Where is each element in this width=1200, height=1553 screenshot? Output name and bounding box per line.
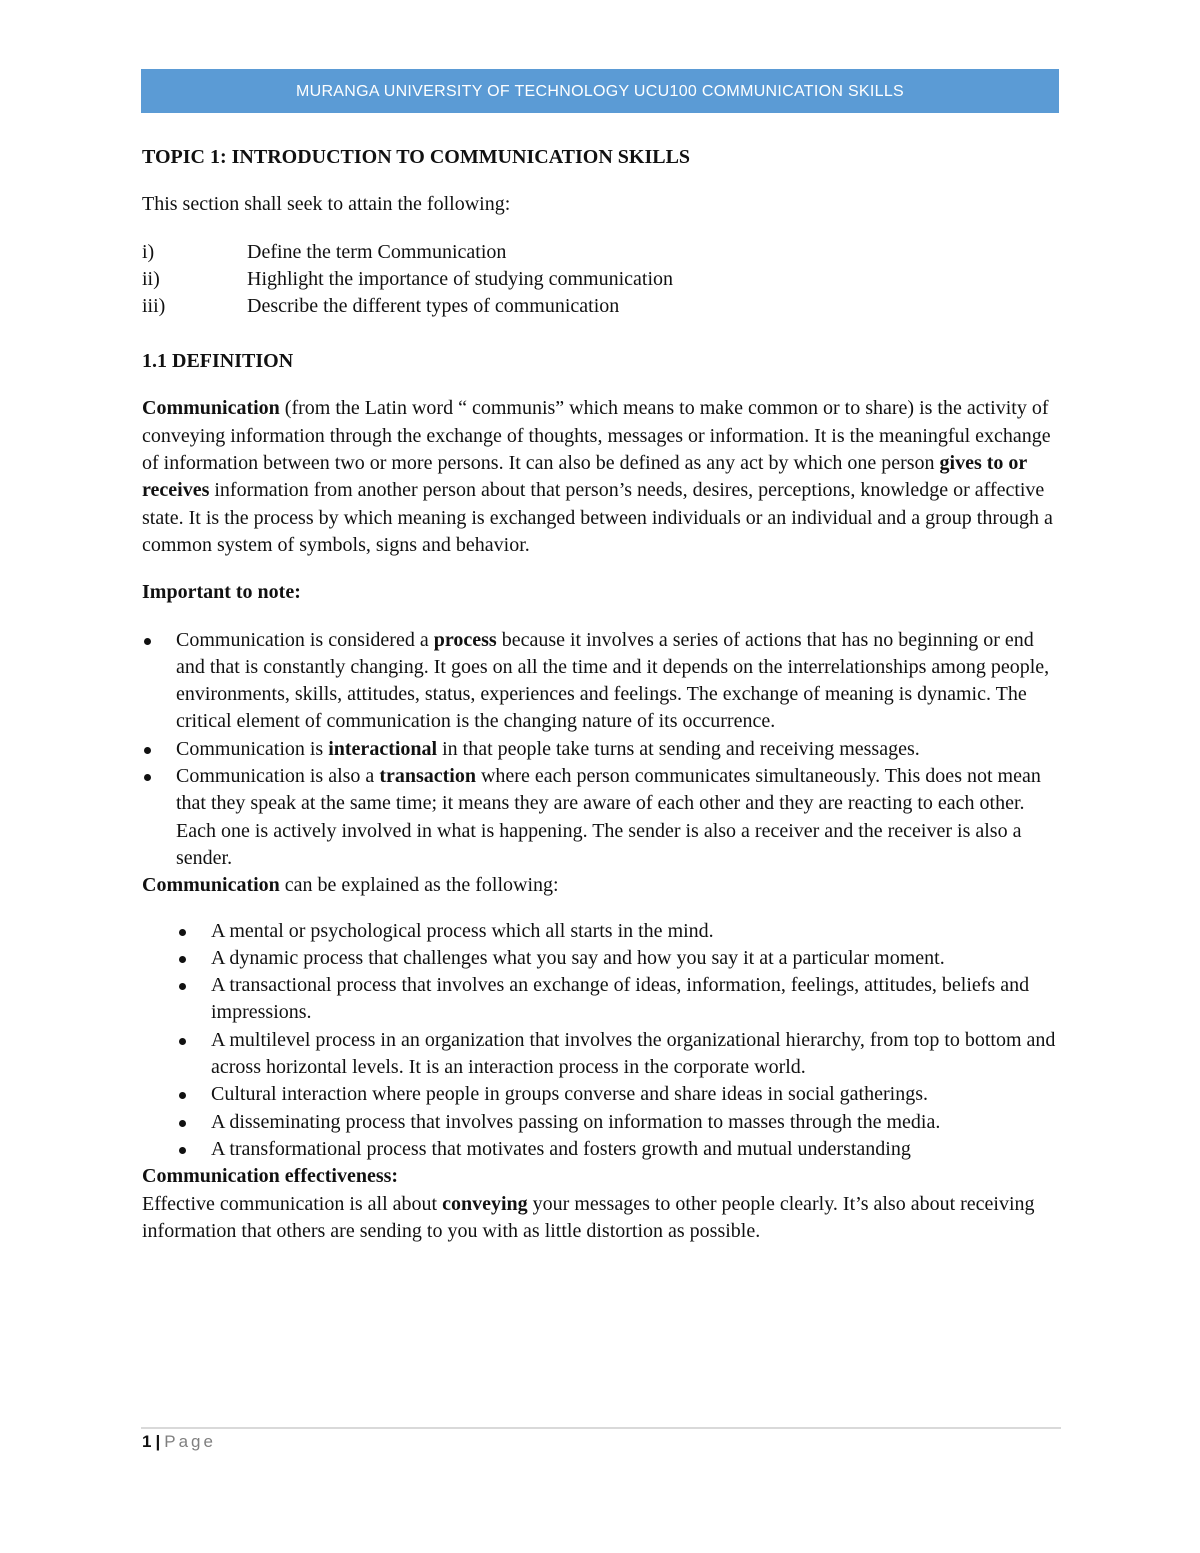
bullet-icon (144, 747, 151, 754)
list-text: A dynamic process that challenges what you say and how you say it at a particular moment. (211, 946, 945, 969)
list-bold-text: process (433, 628, 497, 651)
bullet-icon (179, 956, 186, 963)
list-item (142, 627, 1062, 736)
list-text: A transactional process that involves an exchange of ideas, information, feelings, attitudes, beliefs and impressions. (211, 974, 1030, 1024)
list-bold-text: transaction (379, 765, 476, 788)
list-text: Communication is (176, 737, 329, 760)
list-item (142, 945, 1062, 972)
note-heading: Important to note: (142, 581, 301, 604)
bullet-icon (144, 638, 151, 645)
definition-heading: 1.1 DEFINITION (142, 350, 294, 373)
definition-paragraph (142, 395, 1062, 559)
page-number: 1 (142, 1432, 152, 1451)
list-item (142, 736, 1062, 763)
definition-text: (from the Latin word “ communis” which means to make common or to share) is the activity of conveying information through the exchange of thoughts, messages or information. It is the meaningful exchange of information between two or more persons. It can also be defined as any act by which one person (142, 397, 1051, 475)
list-text: Highlight the importance of studying communication (247, 267, 674, 290)
list-bold-text: interactional (328, 737, 438, 760)
bullet-icon (179, 929, 186, 936)
effectiveness-heading: Communication effectiveness: (142, 1165, 399, 1188)
list-item (142, 1136, 1062, 1163)
page-label: Page (164, 1432, 216, 1451)
effectiveness-text: Effective communication is all about (142, 1192, 443, 1215)
list-text: because it involves a series of actions that has no beginning or end and that is constantly changing. It goes on all the time and it depends on the interrelationships among people, environments, skills, attitudes, status, experiences and feelings. The exchange of meaning is dynamic. The critical element of communication is the changing nature of its occurrence. (176, 628, 1050, 733)
list-text: Communication is considered a (176, 628, 434, 651)
list-text: A transformational process that motivates and fosters growth and mutual understanding (211, 1137, 911, 1160)
definition-text-end: information from another person about that person’s needs, desires, perceptions, knowledge or affective state. It is the process by which meaning is exchanged between individuals or an individual and a group through a common system of symbols, signs and behavior. (142, 479, 1053, 556)
list-item (142, 972, 1062, 1027)
list-item (142, 1109, 1062, 1136)
list-item (142, 239, 1062, 266)
page-footer (142, 1432, 216, 1452)
list-item (142, 293, 1062, 320)
list-item (142, 1027, 1062, 1082)
footer-separator: | (155, 1432, 161, 1451)
note-list (142, 627, 1062, 873)
page-content (142, 140, 1062, 1245)
list-text: A mental or psychological process which all starts in the mind. (211, 919, 714, 942)
list-text: A disseminating process that involves passing on information to masses through the media. (211, 1110, 941, 1133)
bullet-icon (179, 1120, 186, 1127)
bullet-icon (179, 983, 186, 990)
topic-title: TOPIC 1: INTRODUCTION TO COMMUNICATION SKILLS (142, 146, 691, 168)
explained-text: can be explained as the following: (279, 874, 559, 897)
list-text: A multilevel process in an organization that involves the organizational hierarchy, from top to bottom and across horizontal levels. It is an interaction process in the corporate world. (211, 1028, 1056, 1079)
list-text: Describe the different types of communication (247, 295, 620, 318)
list-number: ii) (142, 267, 160, 290)
bullet-icon (179, 1147, 186, 1154)
list-item (142, 763, 1062, 872)
objectives-list (142, 239, 1062, 321)
definition-term: Communication (142, 397, 280, 420)
explained-term: Communication (142, 874, 280, 897)
definition-bold-phrase: gives to or receives (142, 452, 1027, 502)
list-text: where each person communicates simultaneously. This does not mean that they speak at the same time; it means they are aware of each other and they are reacting to each other. Each one is actively involved in what is happening. The sender is also a receiver and the receiver is also a sender. (176, 765, 1041, 869)
list-number: iii) (142, 295, 166, 318)
explained-intro (142, 872, 1062, 899)
list-item (142, 918, 1062, 945)
bullet-icon (144, 774, 151, 781)
effectiveness-paragraph (142, 1191, 1062, 1246)
effectiveness-text-end: your messages to other people clearly. It’s also about receiving information that others are sending to you with as little distortion as possible. (142, 1192, 1035, 1242)
list-item (142, 1081, 1062, 1108)
list-text: in that people take turns at sending and receiving messages. (437, 737, 920, 760)
footer-divider (141, 1427, 1061, 1429)
list-item (142, 266, 1062, 293)
intro-text: This section shall seek to attain the following: (142, 193, 511, 216)
effectiveness-bold: conveying (442, 1192, 528, 1215)
list-text: Define the term Communication (247, 240, 507, 263)
bullet-icon (179, 1038, 186, 1045)
document-header: MURANGA UNIVERSITY OF TECHNOLOGY UCU100 COMMUNICATION SKILLS (141, 69, 1059, 113)
list-text: Communication is also a (176, 765, 380, 788)
bullet-icon (179, 1092, 186, 1099)
list-number: i) (142, 240, 155, 263)
list-text: Cultural interaction where people in groups converse and share ideas in social gatherings. (211, 1083, 928, 1106)
explained-list (142, 918, 1062, 1164)
